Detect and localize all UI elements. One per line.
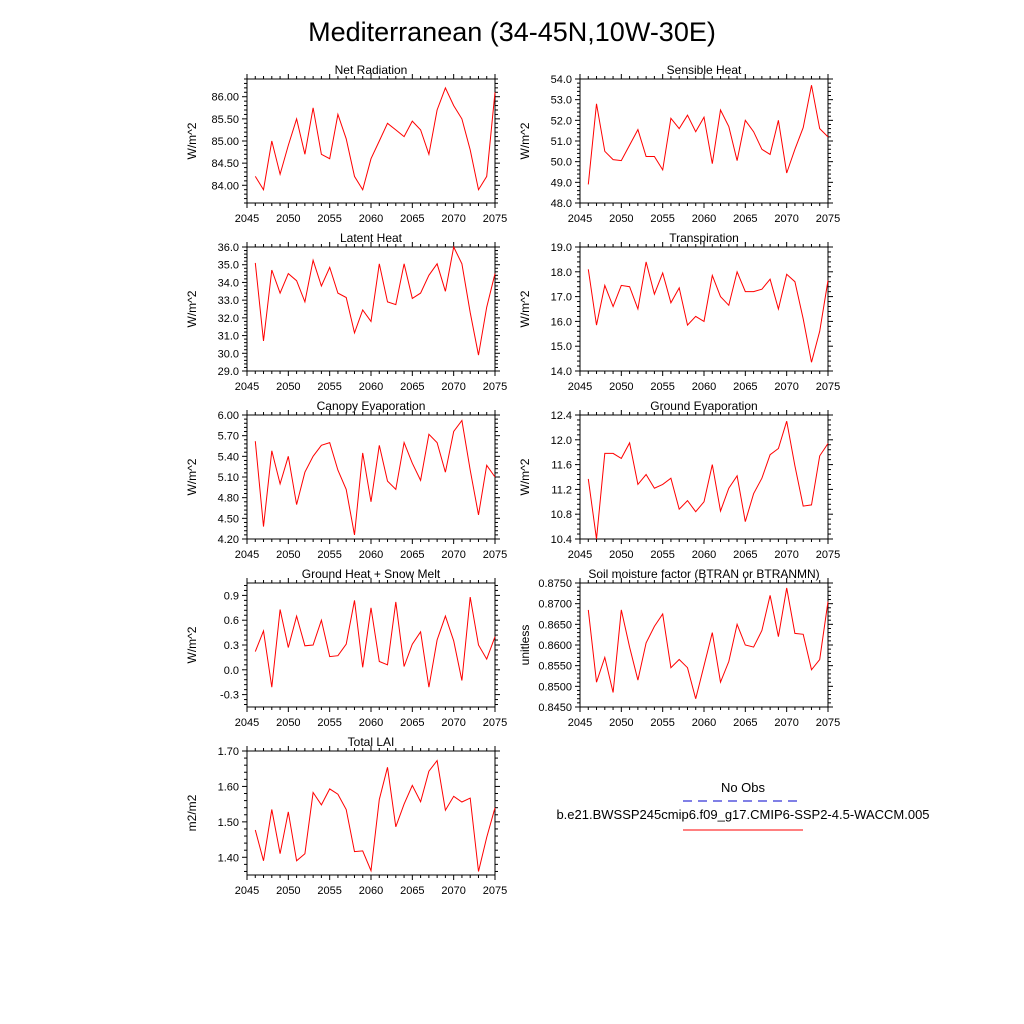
y-tick-label: 53.0	[550, 94, 572, 107]
x-tick-label: 2065	[400, 885, 425, 897]
y-tick-label: 0.8450	[538, 702, 572, 714]
x-tick-label: 2065	[733, 381, 758, 393]
y-axis-label: W/m^2	[518, 122, 532, 160]
x-tick-label: 2050	[276, 381, 301, 393]
panel-6	[185, 567, 507, 729]
y-axis-label: m2/m2	[185, 794, 199, 832]
y-tick-label: 85.50	[211, 113, 239, 126]
x-tick-label: 2065	[733, 549, 758, 561]
x-tick-label: 2070	[774, 549, 799, 561]
x-tick-label: 2060	[358, 885, 384, 897]
y-tick-label: 0.3	[223, 640, 239, 652]
x-tick-label: 2060	[358, 381, 384, 393]
y-tick-label: 48.0	[550, 198, 572, 210]
y-tick-label: 5.10	[217, 472, 239, 484]
panel-title: Total LAI	[347, 735, 395, 749]
y-tick-label: 0.9	[223, 590, 239, 603]
y-tick-label: 35.0	[217, 259, 239, 272]
y-axis-label: W/m^2	[185, 290, 199, 328]
y-tick-label: 49.0	[550, 177, 572, 190]
y-tick-label: 29.0	[217, 366, 239, 378]
panel-title: Sensible Heat	[666, 63, 742, 77]
x-tick-label: 2075	[815, 549, 841, 561]
series-line	[255, 247, 495, 355]
y-tick-label: 10.8	[550, 509, 572, 522]
x-tick-label: 2075	[815, 381, 841, 393]
panel-3	[518, 231, 840, 393]
panel-title: Net Radiation	[334, 63, 408, 77]
y-tick-label: -0.3	[220, 689, 239, 702]
x-tick-label: 2050	[276, 717, 301, 729]
x-tick-label: 2070	[441, 717, 466, 729]
plot-frame	[247, 751, 495, 875]
y-tick-label: 6.00	[217, 410, 239, 422]
x-tick-label: 2065	[400, 717, 425, 729]
y-tick-label: 12.4	[550, 410, 572, 422]
legend-model-label: b.e21.BWSSP245cmip6.f09_g17.CMIP6-SSP2-4.5-WACCM.005	[556, 807, 930, 822]
x-tick-label: 2050	[609, 381, 634, 393]
y-tick-label: 11.6	[551, 459, 572, 472]
y-tick-label: 5.70	[217, 430, 239, 443]
y-tick-label: 36.0	[217, 242, 239, 254]
x-tick-label: 2055	[317, 549, 342, 561]
y-axis-label: W/m^2	[185, 122, 199, 160]
x-tick-label: 2045	[234, 885, 260, 897]
y-tick-label: 31.0	[217, 330, 239, 343]
series-line	[255, 421, 495, 535]
x-tick-label: 2075	[482, 549, 508, 561]
x-tick-label: 2050	[276, 549, 301, 561]
y-tick-label: 12.0	[550, 434, 572, 447]
y-tick-label: 50.0	[550, 156, 572, 169]
panel-4	[185, 399, 507, 561]
plot-frame	[580, 79, 828, 203]
x-tick-label: 2055	[317, 381, 342, 393]
series-line	[588, 588, 828, 699]
y-tick-label: 4.20	[217, 534, 239, 546]
series-line	[588, 262, 828, 362]
y-tick-label: 0.8600	[538, 640, 572, 652]
x-tick-label: 2060	[691, 549, 717, 561]
y-tick-label: 85.00	[211, 136, 239, 148]
x-tick-label: 2045	[234, 213, 260, 225]
y-tick-label: 5.40	[217, 451, 239, 464]
x-tick-label: 2055	[650, 381, 675, 393]
x-tick-label: 2075	[482, 213, 508, 225]
y-tick-label: 33.0	[217, 295, 239, 308]
y-tick-label: 52.0	[550, 115, 572, 128]
x-tick-label: 2045	[234, 717, 260, 729]
x-tick-label: 2065	[733, 213, 758, 225]
y-tick-label: 54.0	[550, 74, 572, 86]
y-tick-label: 1.70	[217, 746, 239, 758]
x-tick-label: 2050	[276, 885, 301, 897]
x-tick-label: 2070	[774, 381, 799, 393]
x-tick-label: 2055	[317, 717, 342, 729]
plot-frame	[580, 415, 828, 539]
y-tick-label: 17.0	[550, 291, 572, 304]
x-tick-label: 2045	[567, 213, 593, 225]
y-tick-label: 0.8700	[538, 598, 572, 611]
x-tick-label: 2045	[567, 381, 593, 393]
x-tick-label: 2070	[441, 381, 466, 393]
y-tick-label: 0.0	[223, 664, 239, 677]
x-tick-label: 2055	[650, 549, 675, 561]
y-axis-label: unitless	[518, 624, 532, 666]
y-axis-label: W/m^2	[518, 290, 532, 328]
x-tick-label: 2045	[234, 549, 260, 561]
y-tick-label: 1.50	[217, 816, 239, 829]
x-tick-label: 2060	[358, 213, 384, 225]
panel-title: Ground Heat + Snow Melt	[301, 567, 441, 581]
x-tick-label: 2070	[774, 717, 799, 729]
y-axis-label: W/m^2	[185, 458, 199, 496]
series-line	[588, 85, 828, 184]
panels-container	[185, 63, 840, 897]
plot-frame	[247, 415, 495, 539]
panel-title: Latent Heat	[339, 231, 403, 245]
panel-2	[185, 231, 507, 393]
x-tick-label: 2060	[358, 717, 384, 729]
y-tick-label: 84.50	[211, 158, 239, 171]
x-tick-label: 2055	[317, 885, 342, 897]
y-tick-label: 34.0	[217, 277, 239, 290]
plot-frame	[580, 583, 828, 707]
y-tick-label: 4.80	[217, 492, 239, 505]
plot-frame	[580, 247, 828, 371]
y-tick-label: 84.00	[211, 180, 239, 193]
y-tick-label: 14.0	[550, 366, 572, 378]
legend-obs-label: No Obs	[720, 780, 766, 795]
x-tick-label: 2045	[567, 549, 593, 561]
series-line	[255, 597, 495, 687]
series-line	[588, 421, 828, 539]
plot-frame	[247, 583, 495, 707]
y-tick-label: 86.00	[211, 91, 239, 104]
y-tick-label: 1.40	[217, 852, 239, 865]
series-line	[255, 88, 495, 190]
legend	[556, 780, 929, 830]
panel-title: Canopy Evaporation	[316, 399, 426, 413]
x-tick-label: 2065	[733, 717, 758, 729]
panel-1	[518, 63, 840, 225]
x-tick-label: 2050	[276, 213, 301, 225]
y-tick-label: 0.8650	[538, 619, 572, 632]
x-tick-label: 2060	[691, 213, 717, 225]
x-tick-label: 2055	[317, 213, 342, 225]
x-tick-label: 2065	[400, 381, 425, 393]
x-tick-label: 2075	[815, 213, 841, 225]
x-tick-label: 2050	[609, 549, 634, 561]
x-tick-label: 2055	[650, 717, 675, 729]
x-tick-label: 2075	[482, 885, 508, 897]
x-tick-label: 2045	[234, 381, 260, 393]
panel-title: Transpiration	[669, 231, 739, 245]
panel-0	[185, 63, 507, 225]
y-tick-label: 30.0	[217, 348, 239, 361]
x-tick-label: 2070	[441, 213, 466, 225]
y-tick-label: 4.50	[217, 513, 239, 526]
panel-title: Soil moisture factor (BTRAN or BTRANMN)	[588, 567, 820, 581]
x-tick-label: 2060	[691, 717, 717, 729]
y-tick-label: 15.0	[550, 341, 572, 354]
x-tick-label: 2050	[609, 717, 634, 729]
y-tick-label: 1.60	[217, 781, 239, 794]
y-tick-label: 0.6	[223, 615, 239, 628]
y-tick-label: 0.8550	[538, 660, 572, 673]
x-tick-label: 2065	[400, 549, 425, 561]
figure-title: Mediterranean (34-45N,10W-30E)	[308, 17, 716, 47]
x-tick-label: 2045	[567, 717, 593, 729]
x-tick-label: 2075	[482, 717, 508, 729]
y-tick-label: 10.4	[550, 534, 572, 546]
y-axis-label: W/m^2	[185, 626, 199, 664]
panel-8	[185, 735, 507, 897]
plot-frame	[247, 247, 495, 371]
panel-7	[518, 567, 840, 729]
x-tick-label: 2075	[482, 381, 508, 393]
plot-frame	[247, 79, 495, 203]
y-tick-label: 11.2	[551, 484, 572, 497]
y-tick-label: 0.8750	[538, 578, 572, 590]
x-tick-label: 2065	[400, 213, 425, 225]
y-tick-label: 16.0	[550, 316, 572, 329]
x-tick-label: 2070	[441, 885, 466, 897]
y-axis-label: W/m^2	[518, 458, 532, 496]
x-tick-label: 2050	[609, 213, 634, 225]
panel-title: Ground Evaporation	[650, 399, 758, 413]
x-tick-label: 2060	[691, 381, 717, 393]
series-line	[255, 761, 495, 872]
panel-5	[518, 399, 840, 561]
y-tick-label: 32.0	[217, 312, 239, 325]
y-tick-label: 0.8500	[538, 681, 572, 694]
y-tick-label: 18.0	[550, 266, 572, 279]
x-tick-label: 2070	[441, 549, 466, 561]
y-tick-label: 51.0	[550, 136, 572, 148]
x-tick-label: 2055	[650, 213, 675, 225]
x-tick-label: 2070	[774, 213, 799, 225]
y-tick-label: 19.0	[550, 242, 572, 254]
x-tick-label: 2060	[358, 549, 384, 561]
x-tick-label: 2075	[815, 717, 841, 729]
